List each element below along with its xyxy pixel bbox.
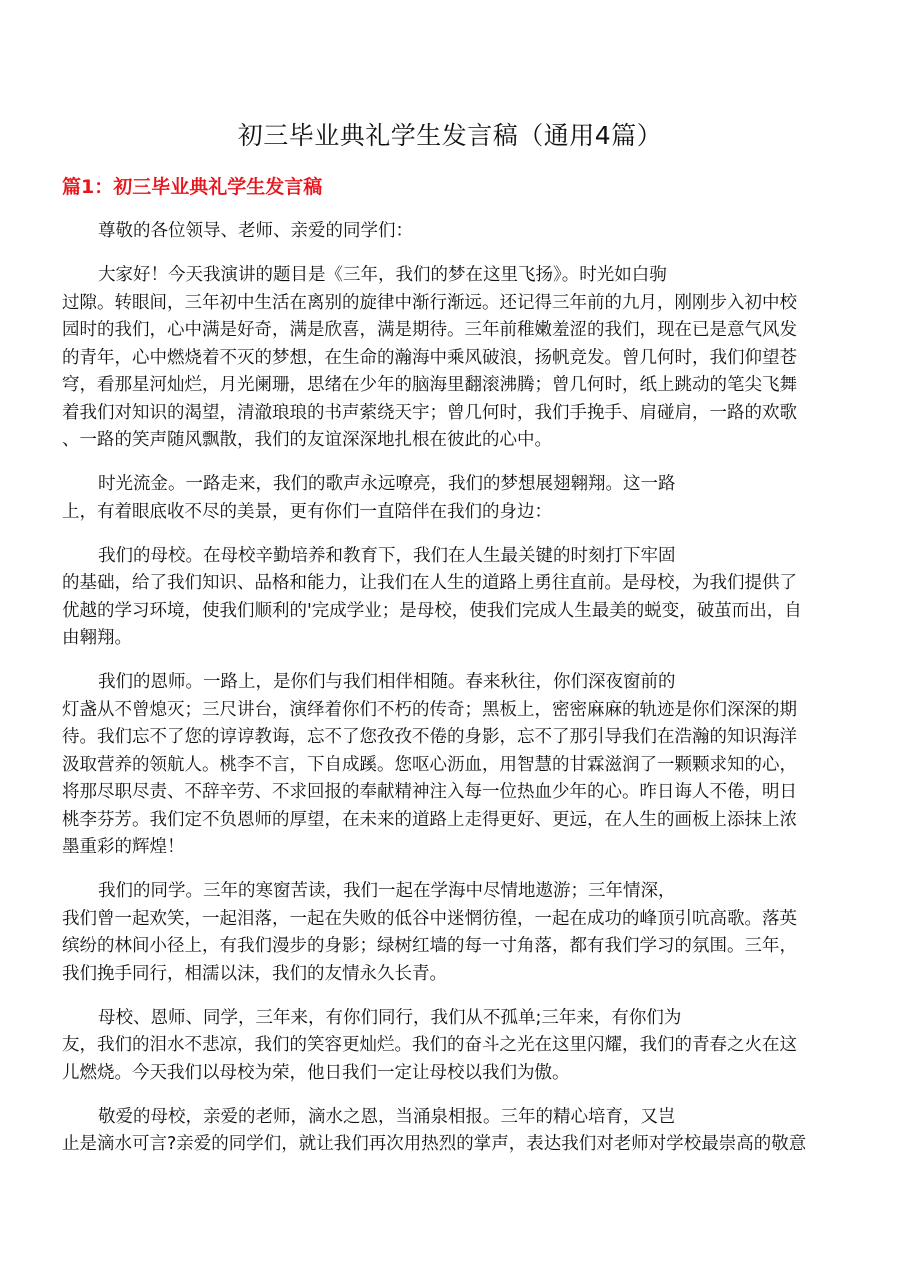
document-body (62, 218, 842, 1175)
paragraph-line: 儿燃烧。今天我们以母校为荣，他日我们一定让母校以我们为傲。 (62, 1062, 570, 1083)
paragraph (62, 262, 842, 455)
paragraph-line: 大家好！今天我演讲的题目是《三年，我们的梦在这里飞扬》。时光如白驹 (98, 265, 667, 285)
paragraph-line: 我们的恩师。一路上，是你们与我们相伴相随。春来秋往，你们深夜窗前的 (98, 672, 676, 692)
paragraph (62, 1005, 842, 1088)
paragraph-line: 我们挽手同行，相濡以沫，我们的友情永久长青。 (62, 963, 447, 984)
paragraph (62, 471, 842, 526)
paragraph-line: 穹，看那星河灿烂，月光阑珊，思绪在少年的脑海里翻滚沸腾；曾几何时，纸上跳动的笔尖飞舞 (62, 375, 797, 395)
paragraph-line: 汲取营养的领航人。桃李不言，下自成蹊。您呕心沥血，用智慧的甘霖滋润了一颗颗求知的心， (62, 754, 797, 775)
document-title: 初三毕业典礼学生发言稿（通用4篇） (237, 121, 663, 150)
paragraph-line: 时光流金。一路走来，我们的歌声永远嘹亮，我们的梦想展翅翱翔。这一路 (98, 474, 676, 494)
paragraph-line: 、一路的笑声随风飘散，我们的友谊深深地扎根在彼此的心中。 (62, 430, 552, 450)
paragraph-line: 止是滴水可言?亲爱的同学们，就让我们再次用热烈的掌声，表达我们对老师对学校最崇高的敬意 (62, 1134, 807, 1154)
paragraph (62, 669, 842, 862)
paragraph-line: 桃李芬芳。我们定不负恩师的厚望，在未来的道路上走得更好、更远，在人生的画板上添抹上浓 (62, 809, 797, 830)
paragraph (62, 878, 842, 988)
paragraph (62, 1104, 842, 1159)
paragraph-line: 墨重彩的辉煌！ (62, 837, 185, 857)
paragraph-line: 过隙。转眼间，三年初中生活在离别的旋律中渐行渐远。还记得三年前的九月，刚刚步入初中校 (62, 292, 797, 313)
paragraph-line: 优越的学习环境，使我们顺利的'完成学业；是母校，使我们完成人生最美的蜕变，破茧而出，自 (62, 600, 802, 621)
paragraph-line: 由翱翔。 (62, 628, 132, 648)
paragraph-line: 待。我们忘不了您的谆谆教诲，忘不了您孜孜不倦的身影，忘不了那引导我们在浩瀚的知识海洋 (62, 727, 797, 747)
paragraph-line: 敬爱的母校，亲爱的老师，滴水之恩，当涌泉相报。三年的精心培育，又岂 (98, 1106, 676, 1127)
paragraph-line: 园时的我们，心中满是好奇，满是欣喜，满是期待。三年前稚嫩羞涩的我们，现在已是意气风发 (62, 320, 797, 340)
paragraph-line: 缤纷的林间小径上，有我们漫步的身影；绿树红墙的每一寸角落，都有我们学习的氛围。三年， (62, 936, 797, 956)
paragraph-line: 灯盏从不曾熄灭；三尺讲台，演绎着你们不朽的传奇；黑板上，密密麻麻的轨迹是你们深深的期 (62, 699, 797, 720)
paragraph-line: 上，有着眼底收不尽的美景，更有你们一直陪伴在我们的身边： (62, 501, 552, 522)
section-heading: 篇1：初三毕业典礼学生发言稿 (62, 176, 323, 198)
paragraph-line: 将那尽职尽责、不辞辛劳、不求回报的奉献精神注入每一位热血少年的心。昨日诲人不倦，明日 (62, 782, 797, 802)
paragraph-line: 的青年，心中燃烧着不灭的梦想，在生命的瀚海中乘风破浪，扬帆竞发。曾几何时，我们仰望苍 (62, 347, 797, 368)
paragraph-line: 着我们对知识的渴望，清澈琅琅的书声萦绕天宇；曾几何时，我们手挽手、肩碰肩，一路的欢歌 (62, 402, 797, 423)
paragraph (62, 543, 842, 653)
paragraph-line: 友，我们的泪水不悲凉，我们的笑容更灿烂。我们的奋斗之光在这里闪耀，我们的青春之火在这 (62, 1035, 797, 1055)
paragraph-line: 我们曾一起欢笑，一起泪落，一起在失败的低谷中迷惘彷徨，一起在成功的峰顶引吭高歌。落英 (62, 908, 797, 929)
paragraph-line: 我们的同学。三年的寒窗苦读，我们一起在学海中尽情地遨游；三年情深， (98, 881, 676, 901)
paragraph-line: 我们的母校。在母校辛勤培养和教育下，我们在人生最关键的时刻打下牢固 (98, 545, 676, 566)
paragraph-line: 尊敬的各位领导、老师、亲爱的同学们： (98, 221, 413, 241)
paragraph (62, 218, 842, 246)
paragraph-line: 母校、恩师、同学，三年来，有你们同行，我们从不孤单;三年来，有你们为 (98, 1007, 682, 1028)
paragraph-line: 的基础，给了我们知识、品格和能力，让我们在人生的道路上勇往直前。是母校，为我们提供了 (62, 573, 797, 593)
